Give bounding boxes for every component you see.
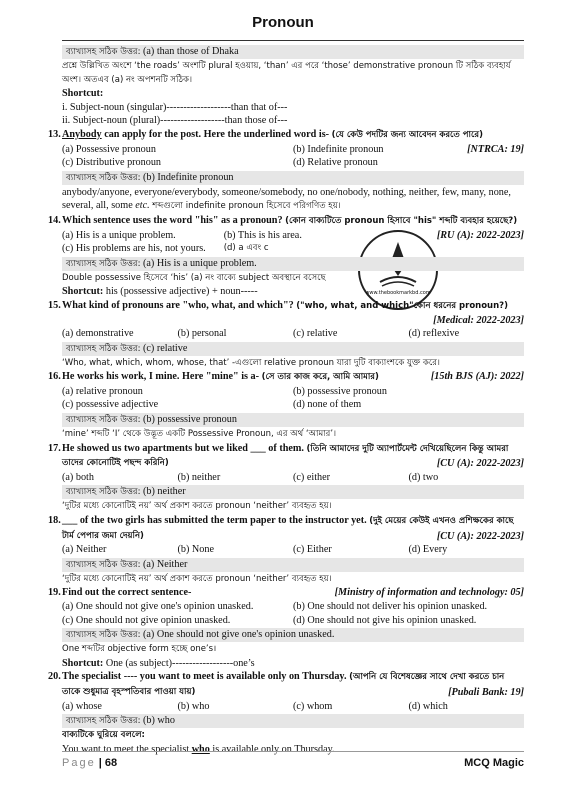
question-20: 20.The specialist ---- you want to meet is available only on Thursday. (আপনি যে বিশেষজ্ঞের সাথে দেখা করতে চান তাকে শুধুমাত্র বৃহস্পতিবার পাওয়া যায়): [48, 671, 505, 697]
explanation: Double possessive হিসেবে ‘his’ (a) নং বাক্যে subject অবস্থানে বসেছে: [62, 272, 326, 283]
options: (a) His is a unique problem. (b) This is his area. (c) His problems are his, not yours. (d) a এবং c: [62, 229, 302, 255]
explanation: You want to meet the specialist who is available only on Thursday.: [62, 743, 335, 755]
answer-box: ব্যাখ্যাসহ সঠিক উত্তর: (a) His is a unique problem.: [62, 257, 524, 271]
explanation: ‘দুটির মধ্যে কোনোটিই নয়’ অর্থ প্রকাশ করতে pronoun ‘neither’ ব্যবহৃত হয়।: [62, 573, 332, 584]
explanation: ‘Who, what, which, whom, whose, that’ -এগুলো relative pronoun যারা দুটি বাক্যাংশকে যুক্ত করে।: [62, 357, 440, 368]
question-source: [Pubali Bank: 19]: [448, 686, 524, 698]
shortcut-line: i. Subject-noun (singular)-------------------than that of---: [62, 101, 288, 113]
shortcut-line: ii. Subject-noun (plural)-------------------than those of---: [62, 115, 288, 127]
answer-box: ব্যাখ্যাসহ সঠিক উত্তর: (a) One should not give one's opinion unasked.: [62, 628, 524, 642]
answer-box: ব্যাখ্যাসহ সঠিক উত্তর: (b) neither: [62, 485, 524, 499]
book-brand: MCQ Magic: [464, 757, 524, 769]
question-13: 13.Anybody can apply for the post. Here the underlined word is- (যে কেউ পদটির জন্য আবেদন করতে পারে): [48, 128, 483, 140]
question-19: 19.Find out the correct sentence- [Ministry of information and technology: 05]: [48, 587, 524, 599]
explanation-label: বাক্যটিকে ঘুরিয়ে বললে:: [62, 730, 145, 741]
options: (a) both (b) neither (c) either (d) two: [62, 471, 439, 483]
question-source: [CU (A): 2022-2023]: [436, 458, 524, 470]
answer-box: ব্যাখ্যাসহ সঠিক উত্তর: (b) Indefinite pronoun: [62, 171, 524, 185]
footer: [62, 757, 524, 769]
page-title: Pronoun: [252, 14, 314, 31]
shortcut-line: Shortcut: One (as subject)------------------one’s: [62, 657, 255, 669]
answer-box: ব্যাখ্যাসহ সঠিক উত্তর: (a) Neither: [62, 558, 524, 572]
page-number: 68: [104, 757, 118, 769]
content: [48, 44, 524, 756]
question-15: 15.What kind of pronouns are "who, what, and which"? ("who, what, and which"কোন ধরনের pronoun?): [48, 299, 508, 311]
shortcut-line: Shortcut: his (possessive adjective) + noun-----: [62, 286, 258, 298]
question-source: [RU (A): 2022-2023]: [436, 229, 524, 241]
watermark-text: www.thebookmarkbd.com: [365, 290, 431, 296]
explanation: anybody/anyone, everyone/everybody, someone/somebody, no one/nobody, nothing, neither, few, many, none, several, all, some etc. শব্দগুলো indefinite pronoun হিসেবে পরিগণিত হয়।: [62, 186, 511, 212]
page-label: Page: [62, 757, 96, 769]
answer-box: ব্যাখ্যাসহ সঠিক উত্তর: (b) who: [62, 714, 524, 728]
question-18: 18.___ of the two girls has submitted the term paper to the instructor yet. (দুই মেয়ের কেউই এখনও প্রশিক্ষকের কাছে টার্ম পেপার জমা দেয়নি): [48, 515, 514, 541]
question-16: 16.He works his work, I mine. Here "mine" is a- (সে তার কাজ করে, আমি আমার) [15th BJS (AJ): 2022]: [48, 371, 524, 383]
options: (a) whose (b) who (c) whom (d) which: [62, 700, 448, 712]
question-source: [CU (A): 2022-2023]: [436, 530, 524, 542]
question-source: [Medical: 2022-2023]: [433, 314, 524, 326]
explanation: One শব্দটির objective form হচ্ছে one’s।: [62, 644, 217, 655]
page-separator: |: [98, 757, 102, 769]
options: (a) One should not give one's opinion unasked. (b) One should not deliver his opinion unasked. (c) One should not give opinion unasked. (d) One should not give his opinion unasked.: [62, 601, 488, 626]
question-14: 14.Which sentence uses the word "his" as a pronoun? (কোন বাক্যটিতে pronoun হিসাবে "his" শব্দটি ব্যবহার হয়েছে?): [48, 214, 518, 226]
shortcut-label: Shortcut:: [62, 88, 104, 100]
options: (a) Possessive pronoun (b) Indefinite pronoun [NTRCA: 19] (c) Distributive pronoun (d) Relative pronoun: [62, 143, 524, 169]
answer-box: ব্যাখ্যাসহ সঠিক উত্তর: (a) than those of Dhaka: [62, 45, 524, 59]
options: (a) relative pronoun (b) possessive pronoun (c) possessive adjective (d) none of them: [62, 385, 387, 411]
footer-divider: [62, 751, 524, 752]
answer-box: ব্যাখ্যাসহ সঠিক উত্তর: (c) relative: [62, 342, 524, 356]
explanation: ‘mine’ শব্দটি ‘I’ থেকে উদ্ভূত একটি Possessive Pronoun, এর অর্থ ‘আমার’।: [62, 429, 337, 440]
options: (a) demonstrative (b) personal (c) relative (d) reflexive: [62, 328, 460, 340]
answer-box: ব্যাখ্যাসহ সঠিক উত্তর: (b) possessive pronoun: [62, 413, 524, 427]
explanation: ‘দুটির মধ্যে কোনোটিই নয়’ অর্থ প্রকাশ করতে pronoun ‘neither’ ব্যবহৃত হয়।: [62, 501, 332, 512]
explanation: প্রশ্নে উল্লিখিত অংশে ‘the roads’ অংশটি plural হওয়ায়, ‘than’ এর পরে ‘those’ demonstrative pronoun টি সঠিক ব্যবহার্য অংশ। অতএব (a) নং অপশনটি সঠিক।: [62, 61, 511, 85]
header-divider: [62, 40, 524, 41]
question-17: 17.He showed us two apartments but we liked ___ of them. (তিনি আমাদের দুটি অ্যাপার্টমেন্ট দেখিয়েছিলেন কিন্তু আমরা তাদের কোনোটিই পছন্দ করিনি): [48, 442, 509, 469]
options: (a) Neither (b) None (c) Either (d) Every: [62, 544, 448, 556]
